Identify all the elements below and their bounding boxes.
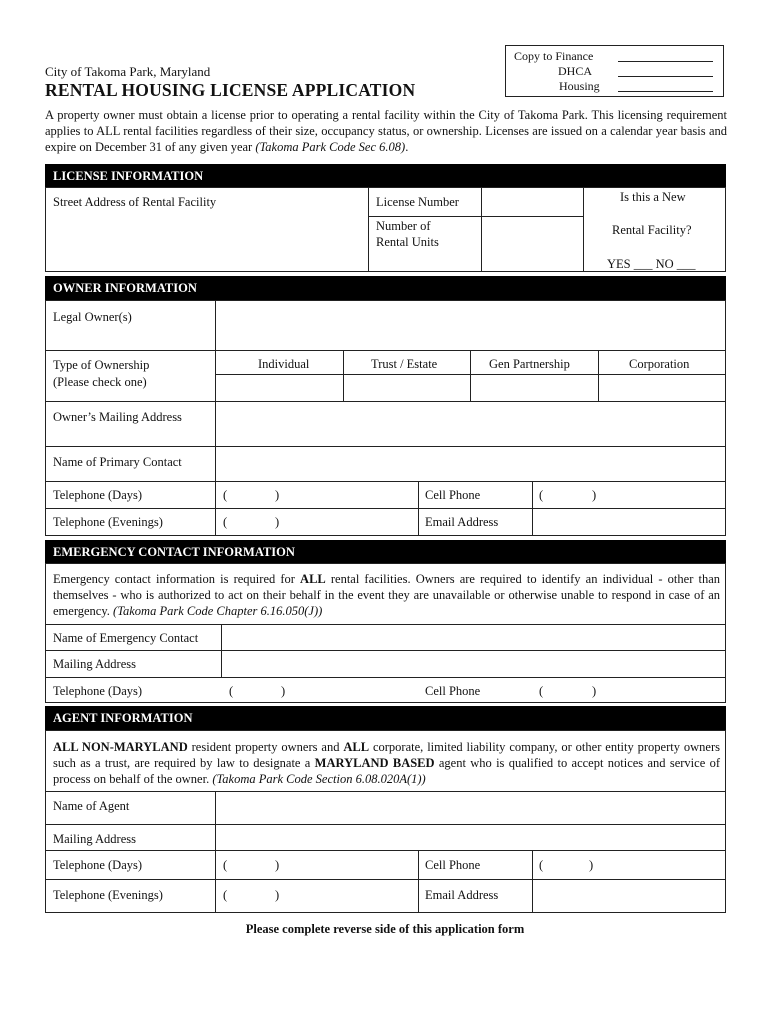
owner-mailing-field[interactable] <box>218 404 723 444</box>
owner-tel-evenings-field[interactable] <box>218 511 416 533</box>
page-title: RENTAL HOUSING LICENSE APPLICATION <box>45 80 416 100</box>
copy-dhca-label: DHCA <box>558 64 593 78</box>
owner-cell-field[interactable] <box>535 484 723 506</box>
new-facility-q1: Is this a New <box>620 190 686 204</box>
agent-tel-days-field[interactable] <box>218 853 416 877</box>
copy-to-box <box>505 45 724 97</box>
option-corporation-label: Corporation <box>629 357 690 371</box>
agent-email-field[interactable] <box>535 882 723 911</box>
option-trust-label: Trust / Estate <box>371 357 438 371</box>
owner-tel-days-paren-open: ( <box>223 488 228 502</box>
option-partnership-checkbox[interactable] <box>473 377 595 399</box>
emergency-tel-paren-close: ) <box>281 684 286 698</box>
agent-text-bold-1: ALL NON-MARYLAND <box>53 740 188 754</box>
rental-units-field[interactable] <box>484 219 580 269</box>
owner-tel-days-label: Telephone (Days) <box>53 488 143 502</box>
option-individual-label: Individual <box>258 357 310 371</box>
street-address-label: Street Address of Rental Facility <box>53 195 217 209</box>
agent-citation: (Takoma Park Code Section 6.08.020A(1)) <box>212 772 426 786</box>
agent-tel-evenings-paren-close: ) <box>275 888 280 902</box>
intro-end: . <box>405 140 409 154</box>
emergency-cell-label: Cell Phone <box>425 684 481 698</box>
agent-email-label: Email Address <box>425 888 499 902</box>
owner-tel-days-field[interactable] <box>218 484 416 506</box>
option-individual-checkbox[interactable] <box>218 377 340 399</box>
agent-name-label: Name of Agent <box>53 799 130 813</box>
intro-citation: (Takoma Park Code Sec 6.08) <box>255 140 406 154</box>
agent-text-2: corporate, limited liability company, or other entity property owners such as a trust, are required by law to designate a <box>53 740 721 770</box>
street-address-field[interactable] <box>52 212 364 268</box>
agent-name-field[interactable] <box>218 794 723 822</box>
new-facility-q2: Rental Facility? <box>612 223 692 237</box>
license-number-field[interactable] <box>484 190 580 214</box>
emergency-text-2: rental facilities. Owners are required to identify an individual - other than themselves - who is authorized to act on their behalf in the event they are unavailable or otherwise unable to respond in case of an emergency. <box>53 572 720 618</box>
emergency-citation: (Takoma Park Code Chapter 6.16.050(J)) <box>113 604 323 618</box>
emergency-paragraph <box>53 571 720 619</box>
owner-cell-paren-close: ) <box>592 488 597 502</box>
footer-note: Please complete reverse side of this application form <box>245 922 525 936</box>
legal-owner-field[interactable] <box>218 303 723 347</box>
agent-tel-days-paren-open: ( <box>223 858 228 872</box>
emergency-cell-paren-open: ( <box>539 684 544 698</box>
agent-section-header: AGENT INFORMATION <box>45 706 726 730</box>
emergency-mailing-label: Mailing Address <box>53 657 136 671</box>
owner-tel-evenings-paren-open: ( <box>223 515 228 529</box>
emergency-tel-days-label: Telephone (Days) <box>53 684 143 698</box>
legal-owner-label: Legal Owner(s) <box>53 310 132 324</box>
copy-dhca-line[interactable] <box>618 76 713 77</box>
agent-cell-paren-close: ) <box>589 858 594 872</box>
agent-text-bold-3: MARYLAND BASED <box>314 756 435 770</box>
emergency-text-1: Emergency contact information is required for <box>53 572 301 586</box>
city-name: City of Takoma Park, Maryland <box>45 64 211 79</box>
agent-cell-paren-open: ( <box>539 858 544 872</box>
new-facility-yes-no[interactable]: YES ___ NO ___ <box>607 257 696 271</box>
agent-cell-field[interactable] <box>535 853 723 877</box>
emergency-mailing-field[interactable] <box>224 653 723 675</box>
agent-cell-label: Cell Phone <box>425 858 481 872</box>
primary-contact-field[interactable] <box>218 449 723 479</box>
agent-text-1: resident property owners and <box>187 740 344 754</box>
emergency-cell-paren-close: ) <box>592 684 597 698</box>
agent-tel-evenings-paren-open: ( <box>223 888 228 902</box>
emergency-cell-field[interactable] <box>535 680 723 701</box>
owner-mailing-label: Owner’s Mailing Address <box>53 410 182 424</box>
owner-cell-paren-open: ( <box>539 488 544 502</box>
agent-tel-evenings-label: Telephone (Evenings) <box>53 888 163 902</box>
emergency-text-bold: ALL <box>300 572 326 586</box>
agent-tel-evenings-field[interactable] <box>218 882 416 911</box>
ownership-type-label-2: (Please check one) <box>53 375 147 389</box>
copy-housing-label: Housing <box>559 79 600 93</box>
emergency-name-field[interactable] <box>224 627 723 648</box>
option-partnership-label: Gen Partnership <box>489 357 570 371</box>
owner-email-label: Email Address <box>425 515 499 529</box>
intro-text: A property owner must obtain a license prior to operating a rental facility within the City of Takoma Park. This licensing requirement applies to ALL rental facilities regardless of their size, occupancy status, or ownership. Licenses are issued on a calendar year basis and expire on December 31 of any given year <box>45 108 727 154</box>
agent-text-bold-2: ALL <box>343 740 370 754</box>
emergency-tel-days-field[interactable] <box>224 680 416 701</box>
copy-finance-line[interactable] <box>618 61 713 62</box>
primary-contact-label: Name of Primary Contact <box>53 455 182 469</box>
units-label-1: Number of <box>376 219 431 233</box>
option-trust-checkbox[interactable] <box>346 377 468 399</box>
agent-tel-days-paren-close: ) <box>275 858 280 872</box>
ownership-type-label-1: Type of Ownership <box>53 358 150 372</box>
agent-paragraph <box>53 739 720 787</box>
emergency-tel-paren-open: ( <box>229 684 234 698</box>
owner-tel-evenings-label: Telephone (Evenings) <box>53 515 163 529</box>
intro-paragraph <box>45 107 727 155</box>
owner-tel-days-paren-close: ) <box>275 488 280 502</box>
owner-cell-label: Cell Phone <box>425 488 481 502</box>
emergency-name-label: Name of Emergency Contact <box>53 631 199 645</box>
owner-tel-evenings-paren-close: ) <box>275 515 280 529</box>
option-corporation-checkbox[interactable] <box>601 377 723 399</box>
emergency-section-header: EMERGENCY CONTACT INFORMATION <box>45 540 726 564</box>
license-number-label: License Number <box>376 195 459 209</box>
agent-mailing-label: Mailing Address <box>53 832 136 846</box>
owner-email-field[interactable] <box>535 511 723 533</box>
units-label-2: Rental Units <box>376 235 439 249</box>
owner-section-header: OWNER INFORMATION <box>45 276 726 300</box>
license-section-header: LICENSE INFORMATION <box>45 164 726 188</box>
agent-mailing-field[interactable] <box>218 827 723 848</box>
agent-text-3: agent who is qualified to accept notices and service of process on behalf of the owner. <box>53 756 720 786</box>
copy-housing-line[interactable] <box>618 91 713 92</box>
copy-finance-label: Copy to Finance <box>514 49 594 63</box>
agent-tel-days-label: Telephone (Days) <box>53 858 143 872</box>
